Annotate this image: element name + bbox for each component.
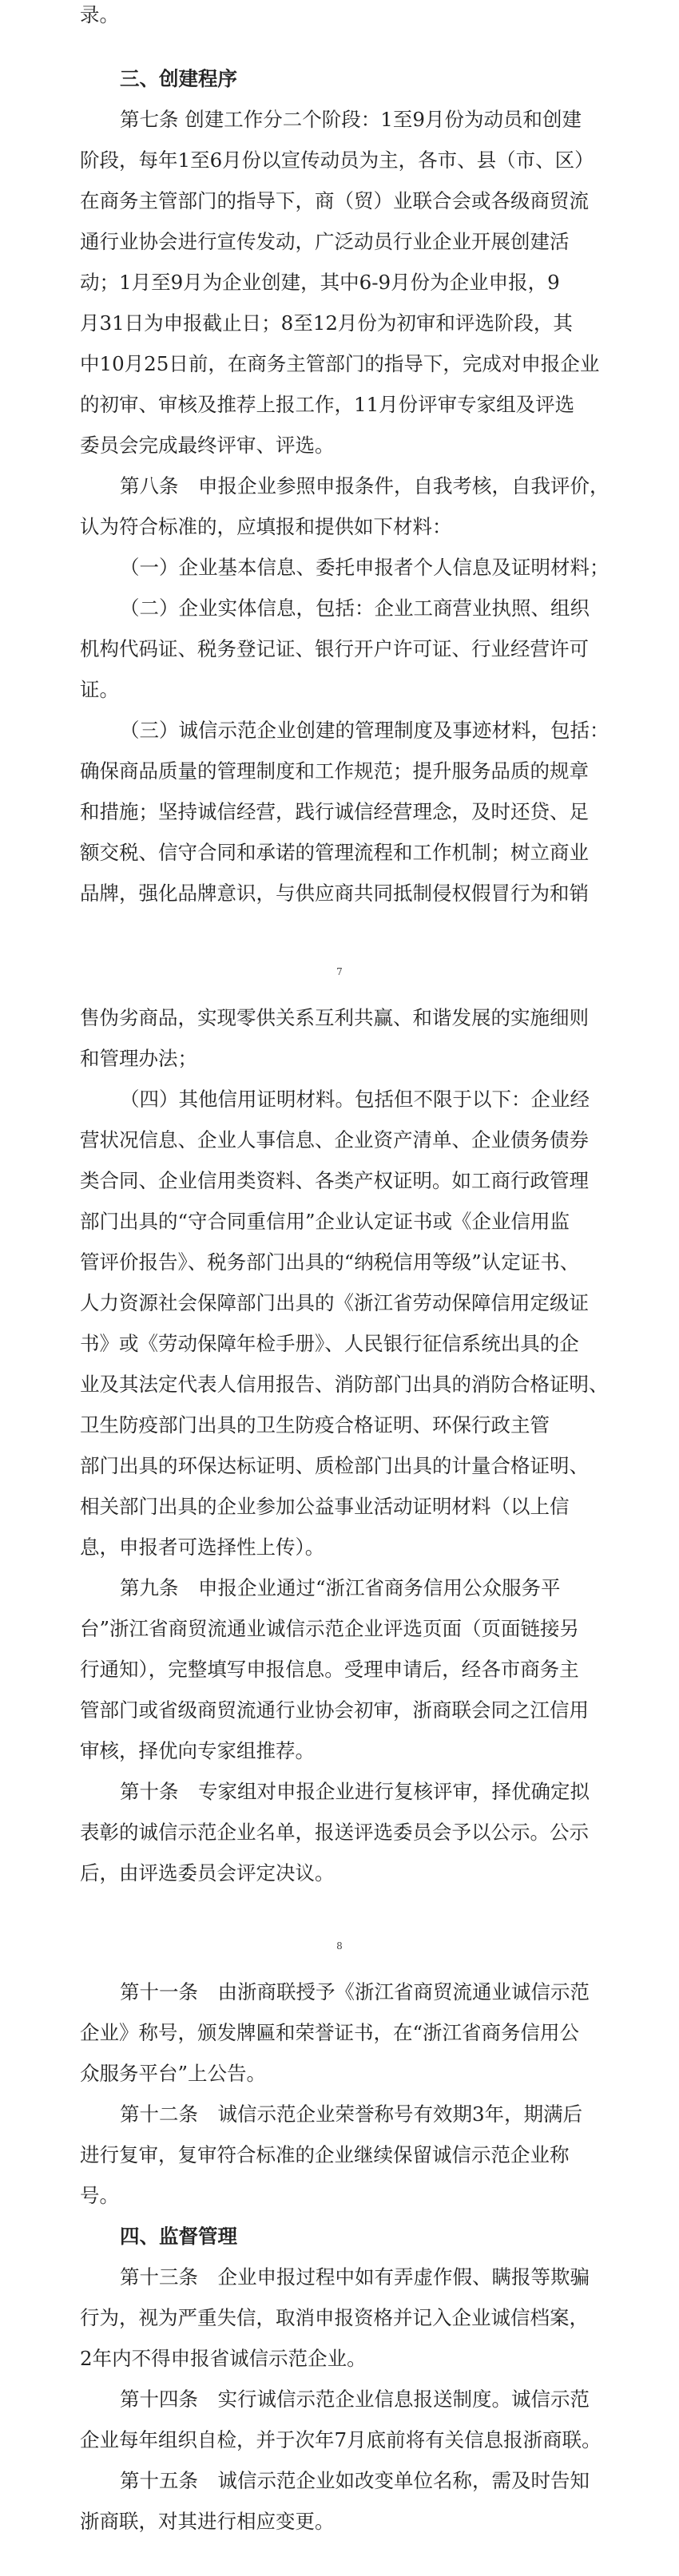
article-line: 第十四条 实行诚信示范企业信息报送制度。诚信示范	[120, 2388, 590, 2411]
article-line: 第十三条 企业申报过程中如有弄虚作假、瞒报等欺骗	[120, 2265, 590, 2289]
article-line: 第十五条 诚信示范企业如改变单位名称，需及时告知	[120, 2469, 590, 2492]
article-line: 第十二条 诚信示范企业荣誉称号有效期3年，期满后	[120, 2102, 583, 2126]
body-line: 和管理办法；	[80, 1047, 197, 1070]
body-line: 部门出具的环保达标证明、质检部门出具的计量合格证明、	[80, 1454, 589, 1477]
body-line: 营状况信息、企业人事信息、企业资产清单、企业债务债券	[80, 1128, 589, 1151]
body-line: 确保商品质量的管理制度和工作规范；提升服务品质的规章	[80, 759, 589, 783]
page-number: 7	[336, 966, 343, 977]
article-line: 第十条 专家组对申报企业进行复核评审，择优确定拟	[120, 1780, 590, 1803]
body-line: 委员会完成最终评审、评选。	[80, 434, 335, 457]
body-line: 人力资源社会保障部门出具的《浙江省劳动保障信用定级证	[80, 1291, 589, 1314]
article-line: 第七条 创建工作分二个阶段：1至9月份为动员和创建	[120, 108, 582, 131]
body-line: 月31日为申报截止日；8至12月份为初审和评选阶段，其	[80, 311, 573, 335]
item-line: （二）企业实体信息，包括：企业工商营业执照、组织	[120, 596, 590, 620]
body-line: 进行复审，复审符合标准的企业继续保留诚信示范企业称	[80, 2143, 570, 2166]
body-line: 的初审、审核及推荐上报工作，11月份评审专家组及评选	[80, 393, 575, 416]
article-line: 第八条 申报企业参照申报条件，自我考核，自我评价，	[120, 474, 610, 497]
body-line: 行通知），完整填写申报信息。受理申请后，经各市商务主	[80, 1658, 579, 1681]
item-line: （一）企业基本信息、委托申报者个人信息及证明材料；	[120, 556, 610, 579]
body-line: 动；1月至9月为企业创建，其中6-9月份为企业申报，9	[80, 271, 560, 294]
body-line: 机构代码证、税务登记证、银行开户许可证、行业经营许可	[80, 637, 589, 660]
body-line: 通行业协会进行宣传发动，广泛动员行业企业开展创建活	[80, 230, 570, 253]
body-line: 管评价报告》、税务部门出具的“纳税信用等级”认定证书、	[80, 1250, 580, 1274]
body-line: 业及其法定代表人信用报告、消防部门出具的消防合格证明、	[80, 1373, 609, 1396]
body-line: 认为符合标准的，应填报和提供如下材料：	[80, 515, 452, 538]
body-line: 企业》称号，颁发牌匾和荣誉证书，在“浙江省商务信用公	[80, 2021, 580, 2044]
article-line: 第九条 申报企业通过“浙江省商务信用公众服务平	[120, 1576, 561, 1599]
page-number: 8	[336, 1940, 343, 1952]
item-line: （三）诚信示范企业创建的管理制度及事迹材料，包括：	[120, 719, 610, 742]
body-line: 相关部门出具的企业参加公益事业活动证明材料（以上信	[80, 1495, 570, 1518]
body-line: 台”浙江省商贸流通业诚信示范企业评选页面（页面链接另	[80, 1617, 580, 1640]
body-line: 额交税、信守合同和承诺的管理流程和工作机制；树立商业	[80, 841, 589, 864]
body-line: 书》或《劳动保障年检手册》、人民银行征信系统出具的企	[80, 1332, 579, 1355]
body-line: 录。	[80, 3, 119, 26]
body-line: 管部门或省级商贸流通行业协会初审，浙商联会同之江信用	[80, 1698, 589, 1722]
body-line: 行为，视为严重失信，取消申报资格并记入企业诚信档案，	[80, 2306, 589, 2329]
body-line: 卫生防疫部门出具的卫生防疫合格证明、环保行政主管	[80, 1413, 550, 1437]
item-line: （四）其他信用证明材料。包括但不限于以下：企业经	[120, 1088, 590, 1111]
body-line: 息，申报者可选择性上传）。	[80, 1536, 325, 1559]
body-line: 在商务主管部门的指导下，商（贸）业联合会或各级商贸流	[80, 189, 589, 212]
body-line: 2年内不得申报省诚信示范企业。	[80, 2347, 367, 2370]
body-line: 中10月25日前，在商务主管部门的指导下，完成对申报企业	[80, 352, 600, 375]
body-line: 后，由评选委员会评定决议。	[80, 1861, 335, 1884]
body-line: 众服务平台”上公告。	[80, 2062, 267, 2085]
body-line: 企业每年组织自检，并于次年7月底前将有关信息报浙商联。	[80, 2428, 602, 2451]
body-line: 浙商联，对其进行相应变更。	[80, 2510, 335, 2533]
body-line: 品牌，强化品牌意识，与供应商共同抵制侵权假冒行为和销	[80, 882, 589, 905]
body-line: 类合同、企业信用类资料、各类产权证明。如工商行政管理	[80, 1169, 589, 1192]
article-line: 第十一条 由浙商联授予《浙江省商贸流通业诚信示范	[120, 1980, 590, 2003]
body-line: 审核，择优向专家组推荐。	[80, 1739, 315, 1762]
body-line: 阶段，每年1至6月份以宣传动员为主，各市、县（市、区）	[80, 149, 594, 172]
body-line: 证。	[80, 678, 119, 701]
body-line: 部门出具的“守合同重信用”企业认定证书或《企业信用监	[80, 1210, 570, 1233]
body-line: 表彰的诚信示范企业名单，报送评选委员会予以公示。公示	[80, 1821, 589, 1844]
body-line: 和措施；坚持诚信经营，践行诚信经营理念，及时还贷、足	[80, 800, 589, 823]
section-heading: 四、监督管理	[120, 2225, 237, 2248]
body-line: 号。	[80, 2184, 119, 2207]
section-heading: 三、创建程序	[120, 67, 237, 90]
body-line: 售伪劣商品，实现零供关系互利共赢、和谐发展的实施细则	[80, 1006, 589, 1029]
